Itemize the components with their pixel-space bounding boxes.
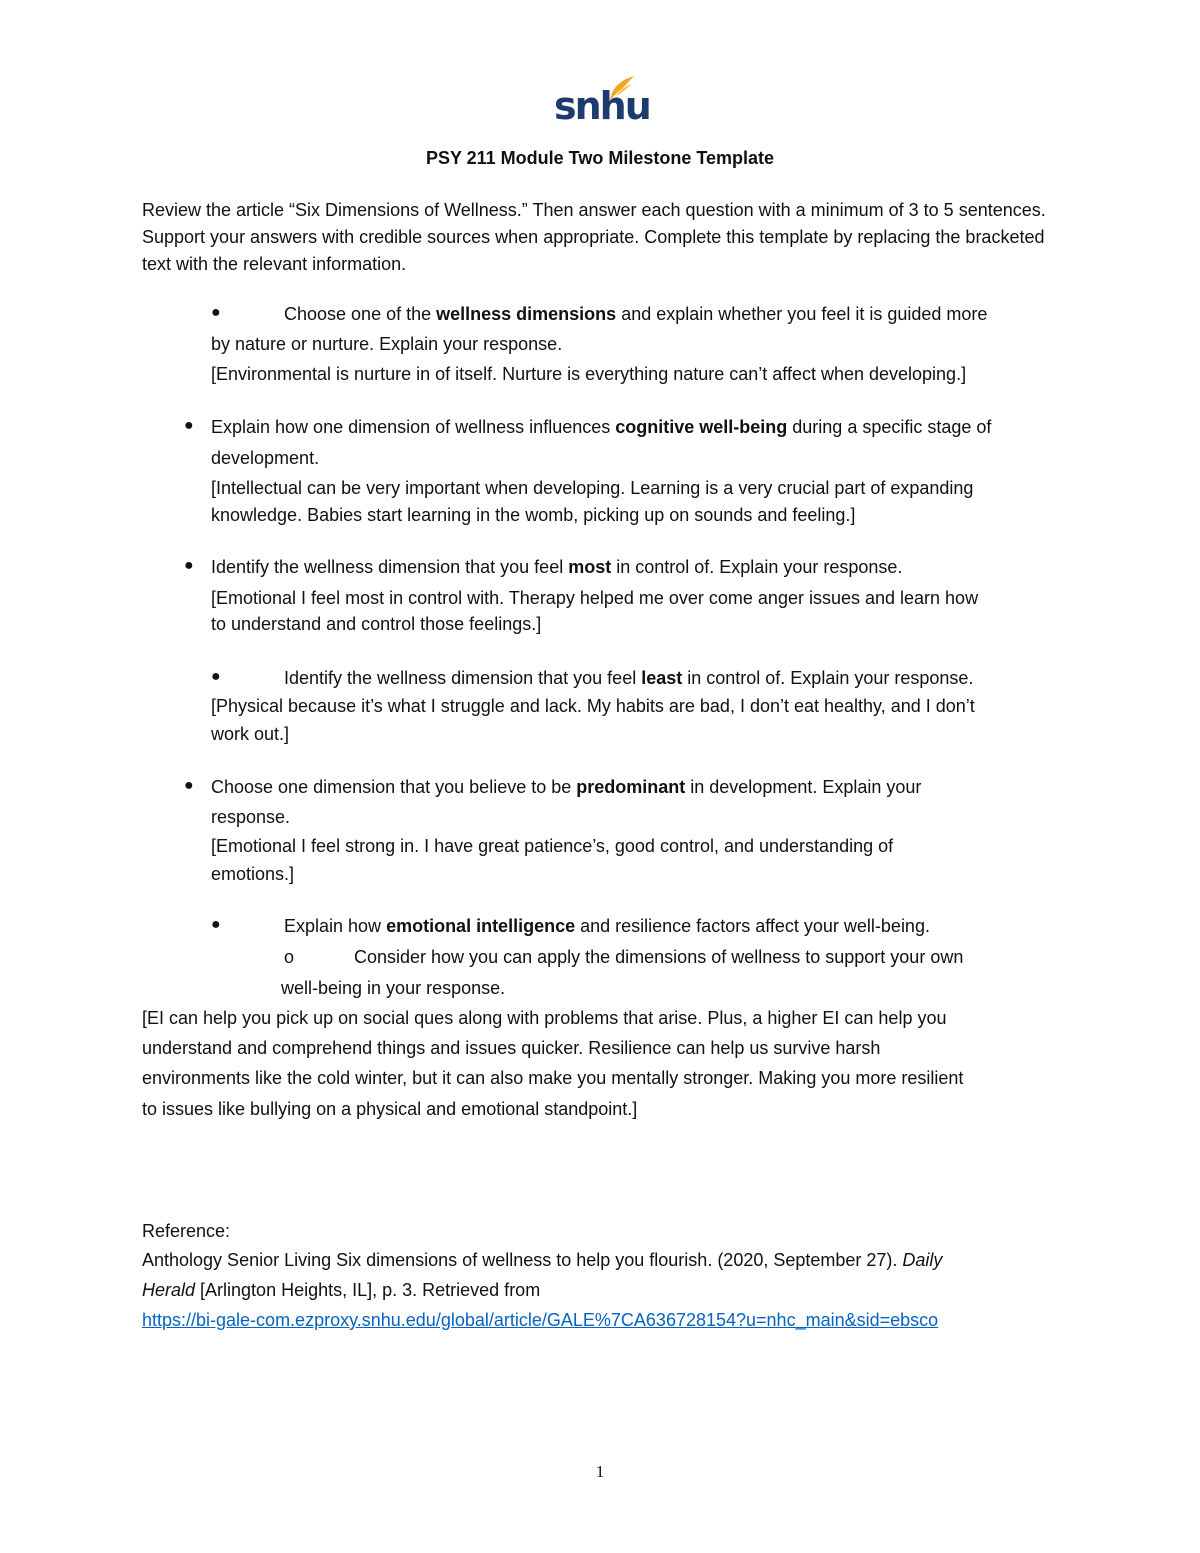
- question-6: Explain how emotional intelligence and resilience factors affect your well-being.: [284, 916, 930, 936]
- answer-2-line2: knowledge. Babies start learning in the womb, picking up on sounds and feeling.]: [211, 505, 856, 525]
- final-answer-line4: to issues like bullying on a physical and emotional standpoint.]: [142, 1099, 638, 1119]
- answer-1: [Environmental is nurture in of itself. Nurture is everything nature can’t affect when developing.]: [211, 364, 967, 384]
- intro-paragraph: Review the article “Six Dimensions of Wellness.” Then answer each question with a minimum of 3 to 5 sentences. Support your answers with credible sources when appropriate. Complete this template by replacing the bracketed text with the relevant information.: [142, 200, 1046, 274]
- question-5: Choose one dimension that you believe to be predominant in development. Explain your: [211, 777, 922, 797]
- question-2: Explain how one dimension of wellness influences cognitive well-being during a specific stage of: [211, 417, 992, 437]
- question-4: Identify the wellness dimension that you feel least in control of. Explain your response.: [284, 668, 974, 688]
- final-answer-line2: understand and comprehend things and issues quicker. Resilience can help us survive harsh: [142, 1038, 881, 1058]
- page-number: 1: [595, 1462, 605, 1481]
- final-answer-line1: [EI can help you pick up on social ques along with problems that arise. Plus, a higher EI can help you: [142, 1008, 947, 1028]
- answer-5-line2: emotions.]: [211, 864, 295, 884]
- snhu-logo: [554, 74, 650, 132]
- answer-5-line1: [Emotional I feel strong in. I have great patience’s, good control, and understanding of: [211, 836, 894, 856]
- answer-2-line1: [Intellectual can be very important when developing. Learning is a very crucial part of expanding: [211, 478, 974, 498]
- reference-link[interactable]: https://bi-gale-com.ezproxy.snhu.edu/global/article/GALE%7CA636728154?u=nhc_main&sid=ebsco: [142, 1310, 939, 1330]
- answer-4-line1: [Physical because it’s what I struggle and lack. My habits are bad, I don’t eat healthy, and I don’t: [211, 696, 975, 716]
- answer-4-line2: work out.]: [211, 724, 290, 744]
- page-title: PSY 211 Module Two Milestone Template: [425, 148, 775, 168]
- question-1-line2: by nature or nurture. Explain your response.: [211, 334, 563, 354]
- question-2-line2: development.: [211, 448, 320, 468]
- sub-question-line2: well-being in your response.: [281, 978, 506, 998]
- bullet-icon: ●: [211, 304, 221, 321]
- final-answer-line3: environments like the cold winter, but it can also make you mentally stronger. Making you more resilient: [142, 1068, 964, 1088]
- bullet-icon: ●: [184, 777, 194, 794]
- bullet-icon: ●: [211, 668, 221, 685]
- reference-line2: Herald [Arlington Heights, IL], p. 3. Retrieved from: [142, 1280, 541, 1300]
- answer-3-line2: to understand and control those feelings.]: [211, 614, 542, 634]
- answer-3-line1: [Emotional I feel most in control with. Therapy helped me over come anger issues and learn how: [211, 588, 979, 608]
- reference-line1: Anthology Senior Living Six dimensions of wellness to help you flourish. (2020, September 27). Daily: [142, 1250, 943, 1270]
- question-3: Identify the wellness dimension that you feel most in control of. Explain your response.: [211, 557, 903, 577]
- bullet-icon: ●: [184, 557, 194, 574]
- sub-bullet-marker: o: [284, 947, 295, 967]
- bullet-icon: ●: [184, 417, 194, 434]
- bullet-icon: ●: [211, 916, 221, 933]
- sub-question-line1: Consider how you can apply the dimensions of wellness to support your own: [354, 947, 964, 967]
- question-1: Choose one of the wellness dimensions and explain whether you feel it is guided more: [284, 304, 988, 324]
- question-5-line2: response.: [211, 807, 291, 827]
- logo-wordmark: snhu: [554, 84, 650, 128]
- reference-heading: Reference:: [142, 1221, 231, 1241]
